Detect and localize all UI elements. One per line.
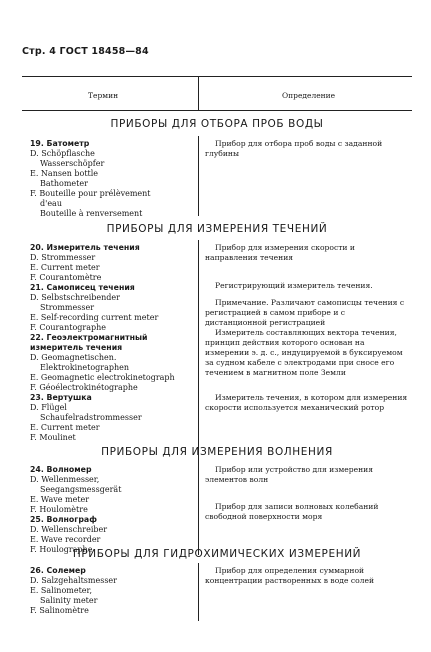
term-equivalent: F. Houlomètre [30,505,88,514]
term-equivalent: E. Nansen bottle [30,169,99,178]
term-equivalent: E. Geomagnetic electrokinetograph [30,373,175,382]
term-title: 24. Волномер [30,465,92,474]
table-header-rule [22,110,412,111]
term-equivalent: Elektrokinetographen [40,363,130,372]
term-equivalent: Salinity meter [40,596,98,605]
term-equivalent: Bathometer [40,179,88,188]
term-equivalent: E. Current meter [30,263,100,272]
term-entry [30,465,198,515]
term-equivalent: Seegangsmessgerät [40,485,122,494]
term-entry [30,243,198,283]
section-title: ПРИБОРЫ ДЛЯ ГИДРОХИМИЧЕСКИХ ИЗМЕРЕНИЙ [72,548,362,560]
term-equivalent: Wasserschöpfer [40,159,105,168]
column-divider [198,462,199,555]
term-equivalent: D. Flügel [30,403,67,412]
term-title: 20. Измеритель течения [30,243,140,252]
term-title: 19. Батометр [30,139,90,148]
definition-note: Примечание. Различают самописцы течения с регистрацией в самом приборе и с дистанционной регистрацией [205,298,405,327]
term-equivalent: F. Salinomètre [30,606,89,615]
term-title: 25. Волнограф [30,515,97,524]
term-equivalent: D. Selbstschreibender [30,293,120,302]
term-title: 26. Солемер [30,566,86,575]
column-divider [198,240,199,462]
term-title: 23. Вертушка [30,393,92,402]
term-equivalent: D. Wellenmesser, [30,475,100,484]
term-equivalent: E. Wave meter [30,495,90,504]
term-equivalent: D. Salzgehaltsmesser [30,576,117,585]
term-entry [30,333,198,393]
section-title: ПРИБОРЫ ДЛЯ ИЗМЕРЕНИЯ ВОЛНЕНИЯ [101,446,333,458]
term-equivalent: Bouteille à renversement [40,209,143,218]
definition-text: Прибор для отбора проб воды с заданной глубины [205,139,383,158]
term-equivalent: D. Wellenschreiber [30,525,108,534]
column-divider-header [198,76,199,110]
column-divider [198,136,199,216]
term-equivalent: F. Géoélectrokinétographe [30,383,138,392]
term-equivalent: D. Schöpflasche [30,149,95,158]
term-title: 22. Геоэлектромагнитный измеритель течения [30,333,148,352]
term-title: 21. Самописец течения [30,283,135,292]
term-equivalent: Strommesser [40,303,95,312]
term-entry [30,566,198,616]
term-equivalent: F. Bouteille pour prélèvement [30,189,151,198]
term-equivalent: E. Current meter [30,423,100,432]
definition-text: Измеритель составляющих вектора течения, принцип действия которого основан на измерении э. д. с., индуцируемой в буксируемом за судном кабеле с электродами при сносе его течением в магнитном поле Земли [205,328,403,377]
term-entry [30,139,198,219]
term-equivalent: F. Courantographe [30,323,106,332]
term-equivalent: F. Houlographe [30,545,93,554]
section-title: ПРИБОРЫ ДЛЯ ОТБОРА ПРОБ ВОДЫ [110,118,324,130]
definition-text: Прибор для определения суммарной концентрации растворенных в воде солей [205,566,375,585]
term-equivalent: D. Geomagnetischen. [30,353,117,362]
page-header: Стр. 4 ГОСТ 18458—84 [22,46,149,57]
term-equivalent: F. Moulinet [30,433,76,442]
term-equivalent: E. Wave recorder [30,535,101,544]
definition-text: Прибор для измерения скорости и направления течения [205,243,355,262]
definition-text: Регистрирующий измеритель течения. [215,281,373,290]
section-title: ПРИБОРЫ ДЛЯ ИЗМЕРЕНИЯ ТЕЧЕНИЙ [106,223,328,235]
column-header-definition: Определение [282,91,336,100]
column-header-term: Термин [88,91,119,100]
definition-text: Прибор или устройство для измерения элементов волн [205,465,374,484]
term-equivalent: E. Salinometer, [30,586,93,595]
term-entry [30,283,198,333]
term-equivalent: Schaufelradstrommesser [40,413,142,422]
term-entry [30,393,198,443]
term-equivalent: D. Strommesser [30,253,96,262]
term-equivalent: d'eau [40,199,62,208]
column-divider [198,563,199,621]
term-equivalent: E. Self-recording current meter [30,313,159,322]
term-equivalent: F. Courantomètre [30,273,102,282]
table-top-rule [22,76,412,77]
definition-text: Измеритель течения, в котором для измерения скорости используется механический ротор [205,393,408,412]
definition-text: Прибор для записи волновых колебаний свободной поверхности моря [205,502,379,521]
